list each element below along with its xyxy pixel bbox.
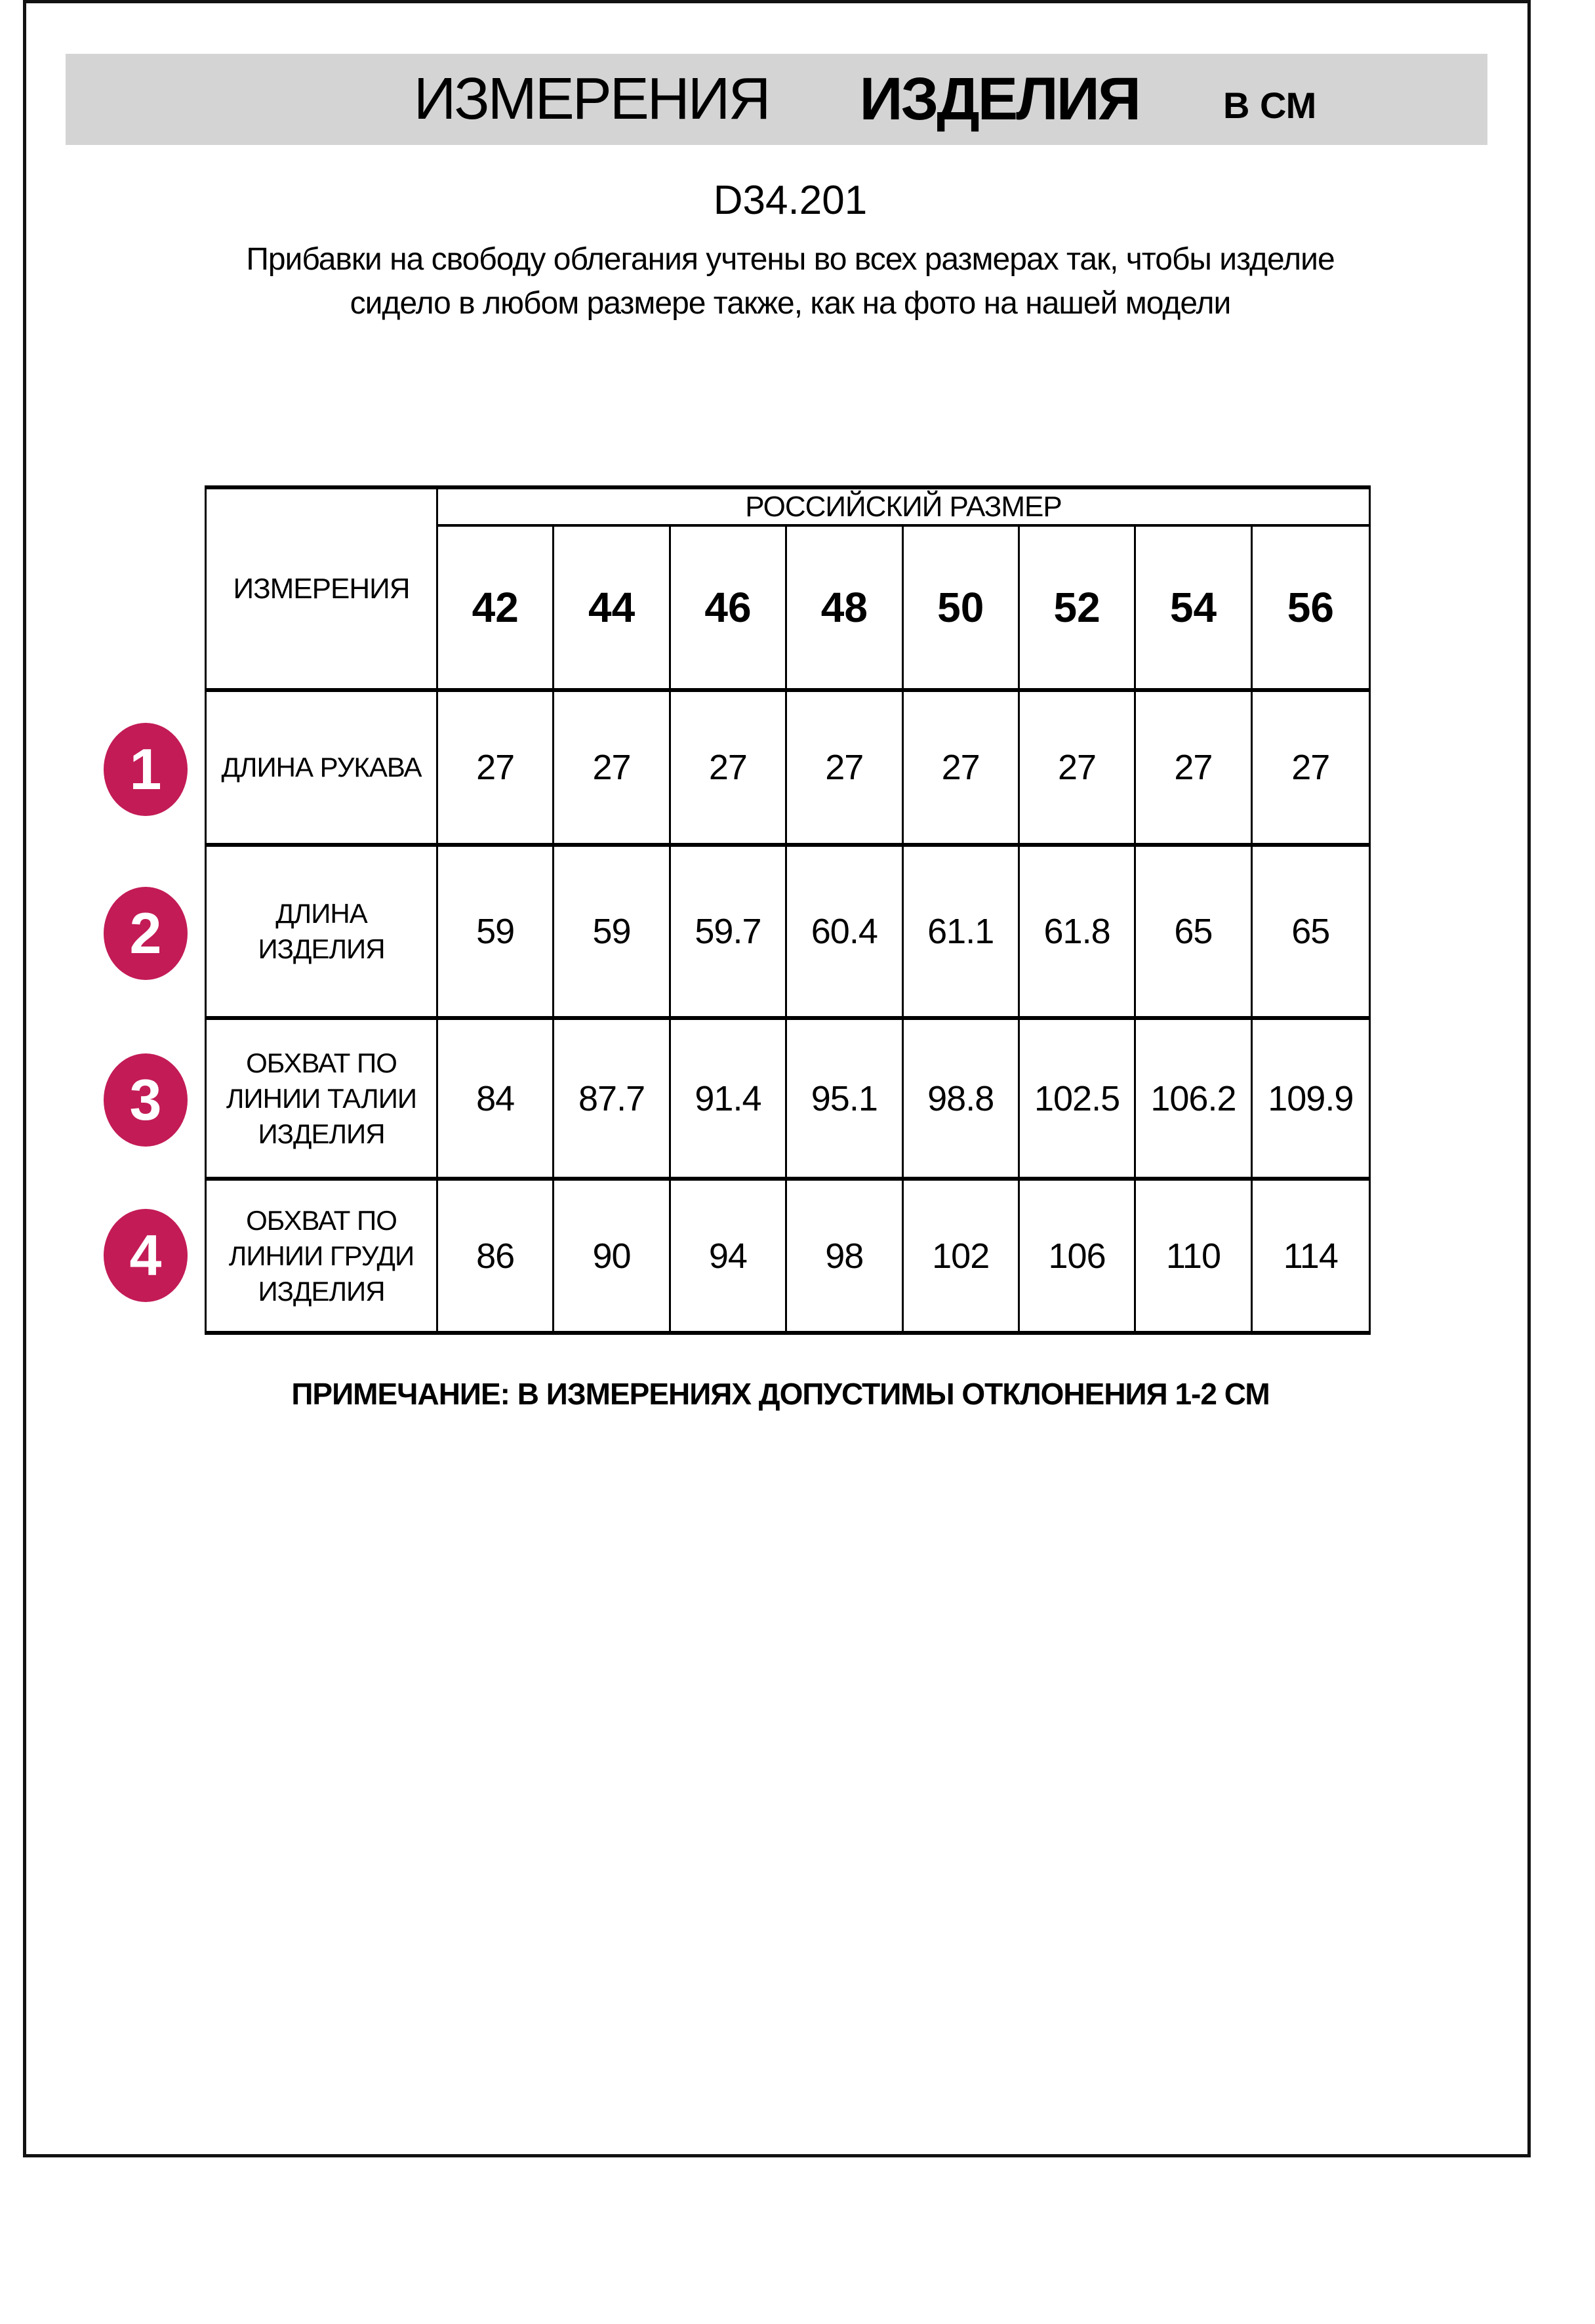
size-column-header: 56: [1253, 527, 1369, 692]
table-cell: 110: [1136, 1181, 1252, 1331]
table-cell: 94: [671, 1181, 787, 1331]
table-cell: 27: [438, 692, 554, 847]
table-cell: 90: [554, 1181, 670, 1331]
table-cell: 102: [904, 1181, 1020, 1331]
header-bar: [66, 54, 1487, 145]
table-cell: 102.5: [1020, 1020, 1136, 1181]
row-number-badge: 4: [104, 1209, 188, 1302]
table-cell: 27: [1253, 692, 1369, 847]
row-label: ДЛИНА ИЗДЕЛИЯ: [207, 847, 438, 1020]
size-column-header: 52: [1020, 527, 1136, 692]
table-cell: 27: [671, 692, 787, 847]
table-cell: 65: [1136, 847, 1252, 1020]
table-cell: 65: [1253, 847, 1369, 1020]
table-cell: 59: [554, 847, 670, 1020]
table-cell: 106.2: [1136, 1020, 1252, 1181]
table-cell: 91.4: [671, 1020, 787, 1181]
table-cell: 60.4: [787, 847, 903, 1020]
row-number-badge: 2: [104, 887, 188, 980]
table-cell: 61.1: [904, 847, 1020, 1020]
header-title-bold: ИЗДЕЛИЯ: [859, 66, 1139, 133]
table-cell: 27: [904, 692, 1020, 847]
table-cell: 98.8: [904, 1020, 1020, 1181]
row-label: ОБХВАТ ПО ЛИНИИ ТАЛИИ ИЗДЕЛИЯ: [207, 1020, 438, 1181]
row-label: ДЛИНА РУКАВА: [207, 692, 438, 847]
size-column-header: 42: [438, 527, 554, 692]
size-column-header: 46: [671, 527, 787, 692]
table-cell: 114: [1283, 1236, 1338, 1276]
table-cell: 27: [1020, 692, 1136, 847]
row-number-badge: 1: [104, 723, 188, 816]
product-description: Прибавки на свободу облегания учтены во всех размерах так, чтобы изделие сидело в любом размере также, как на фото на нашей модели: [246, 242, 1335, 321]
table-cell: 109.9: [1253, 1020, 1369, 1181]
table-cell: 84: [438, 1020, 554, 1181]
table-cell: 61.8: [1020, 847, 1136, 1020]
table-cell: 87.7: [554, 1020, 670, 1181]
note-text: ПРИМЕЧАНИЕ: В ИЗМЕРЕНИЯХ ДОПУСТИМЫ ОТКЛОНЕНИЯ 1-2 СМ: [291, 1377, 1270, 1411]
table-cell: 59.7: [671, 847, 787, 1020]
size-column-header: 44: [554, 527, 670, 692]
table-cell: 59: [438, 847, 554, 1020]
size-column-header: 48: [787, 527, 903, 692]
product-code: D34.201: [713, 178, 868, 223]
table-cell: 27: [554, 692, 670, 847]
header-unit-label: В СМ: [1222, 85, 1317, 126]
table-cell: 95.1: [787, 1020, 903, 1181]
table-cell: 27: [1136, 692, 1252, 847]
row-number-badge: 3: [104, 1053, 188, 1147]
measurements-column-header: ИЗМЕРЕНИЯ: [207, 489, 438, 692]
table-cell: 98: [787, 1181, 903, 1331]
size-table: [205, 485, 1371, 1335]
russian-size-header: РОССИЙСКИЙ РАЗМЕР: [438, 489, 1369, 527]
header-title: ИЗМЕРЕНИЯ: [413, 66, 769, 132]
row-label: ОБХВАТ ПО ЛИНИИ ГРУДИ ИЗДЕЛИЯ: [207, 1181, 438, 1331]
table-cell: 86: [438, 1181, 554, 1331]
table-cell: 106: [1020, 1181, 1136, 1331]
size-column-header: 50: [904, 527, 1020, 692]
size-column-header: 54: [1136, 527, 1252, 692]
table-cell: 27: [787, 692, 903, 847]
